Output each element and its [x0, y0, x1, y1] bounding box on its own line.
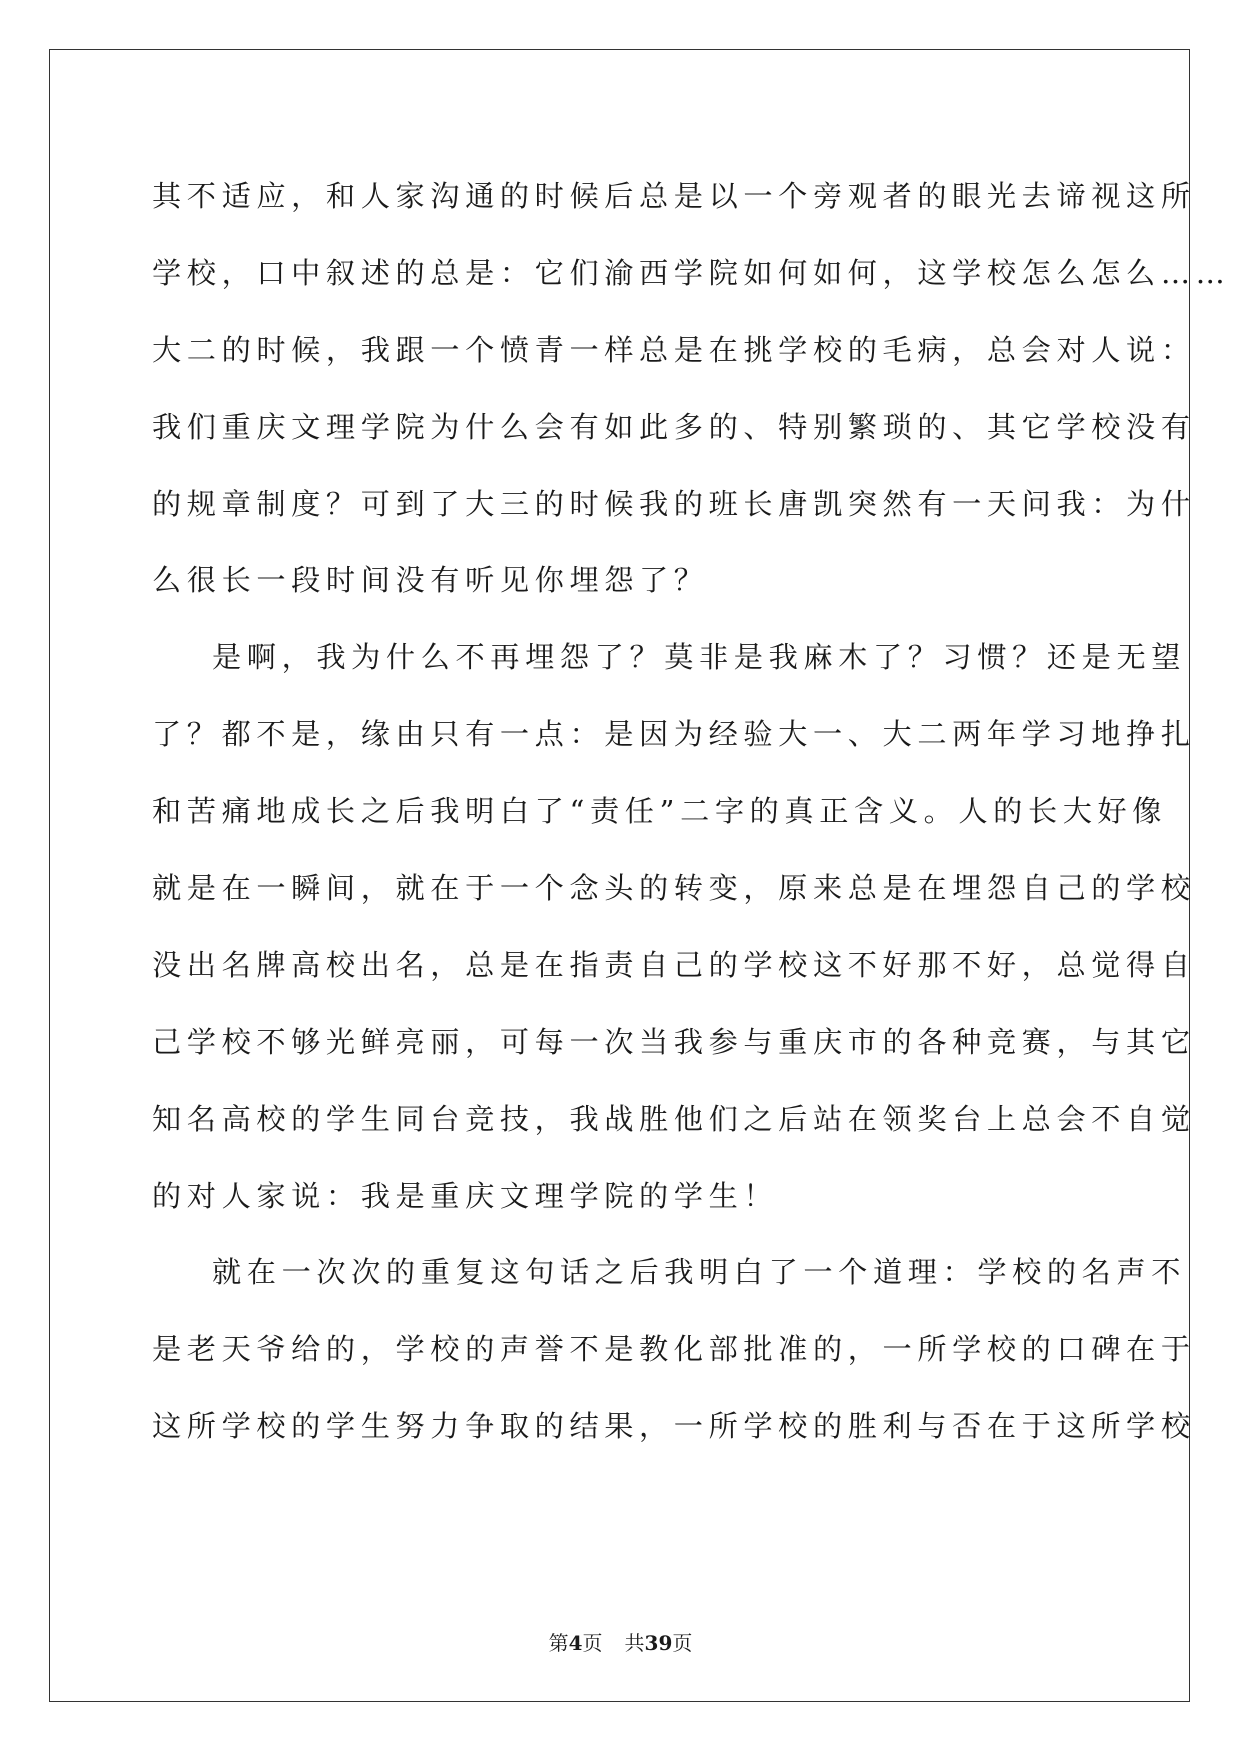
total-prefix: 共	[624, 1631, 645, 1655]
text-line: 大二的时候，我跟一个愤青一样总是在挑学校的毛病，总会对人说：	[152, 332, 1196, 367]
text-line: 就是在一瞬间，就在于一个念头的转变，原来总是在埋怨自己的学校	[152, 871, 1196, 906]
text-line: 我们重庆文理学院为什么会有如此多的、特别繁琐的、其它学校没有	[152, 409, 1196, 444]
text-line: 么很长一段时间没有听见你埋怨了？	[152, 563, 709, 598]
total-pages: 39	[644, 1631, 673, 1655]
document-body	[152, 158, 1231, 1465]
paragraph-first-line: 是啊，我为什么不再埋怨了？莫非是我麻木了？习惯？还是无望	[212, 640, 1187, 675]
text-line: 了？都不是，缘由只有一点：是因为经验大一、大二两年学习地挣扎	[152, 717, 1196, 752]
page-prefix: 第	[548, 1631, 569, 1655]
text-line: 学校，口中叙述的总是：它们渝西学院如何如何，这学校怎么怎么……	[152, 255, 1231, 290]
total-suffix: 页	[672, 1631, 693, 1655]
text-line: 己学校不够光鲜亮丽，可每一次当我参与重庆市的各种竞赛，与其它	[152, 1024, 1196, 1059]
text-line: 其不适应，和人家沟通的时候后总是以一个旁观者的眼光去谛视这所	[152, 179, 1196, 213]
text-line: 是老天爷给的，学校的声誉不是教化部批准的，一所学校的口碑在于	[152, 1332, 1196, 1367]
text-line: 知名高校的学生同台竞技，我战胜他们之后站在领奖台上总会不自觉	[152, 1101, 1196, 1136]
text-line: 没出名牌高校出名，总是在指责自己的学校这不好那不好，总觉得自	[152, 947, 1196, 982]
text-line: 和苦痛地成长之后我明白了“责任”二字的真正含义。人的长大好像	[152, 794, 1168, 829]
page-suffix: 页	[582, 1631, 603, 1655]
text-line: 的规章制度？可到了大三的时候我的班长唐凯突然有一天问我：为什	[152, 486, 1196, 521]
text-line: 的对人家说：我是重庆文理学院的学生！	[152, 1178, 779, 1213]
paragraph-first-line: 就在一次次的重复这句话之后我明白了一个道理：学校的名声不	[212, 1255, 1187, 1290]
page-number: 4	[568, 1631, 583, 1655]
page-footer	[0, 1627, 1241, 1656]
text-line: 这所学校的学生努力争取的结果，一所学校的胜利与否在于这所学校	[152, 1409, 1196, 1444]
